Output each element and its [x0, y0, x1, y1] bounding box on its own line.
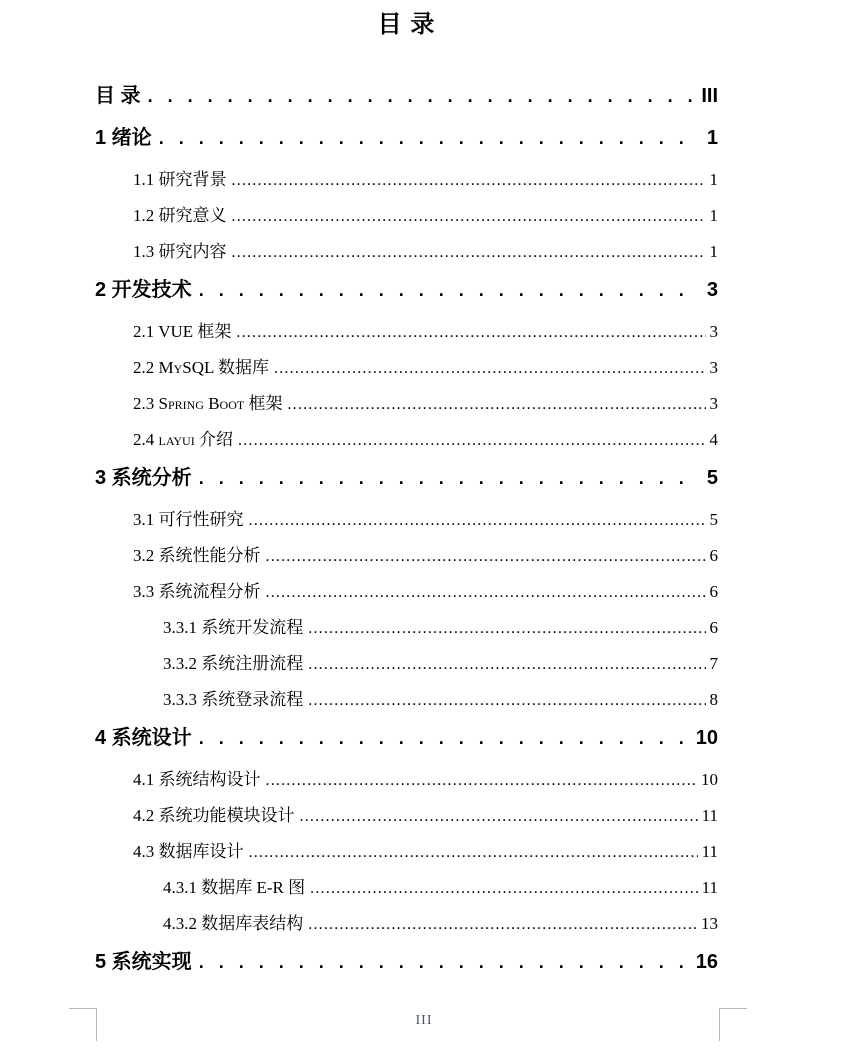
toc-entry-page[interactable]: 6	[709, 618, 718, 637]
toc-entry[interactable]	[95, 198, 718, 234]
toc-entry-page[interactable]: 1	[709, 242, 718, 261]
toc-entry[interactable]	[95, 422, 718, 458]
dot-leader	[159, 120, 698, 156]
toc-entry[interactable]	[95, 234, 718, 270]
toc-entry-label[interactable]: 4.3.1 数据库 E-R 图	[163, 878, 306, 897]
dot-leader	[266, 538, 706, 575]
toc-entry[interactable]	[95, 350, 718, 386]
dot-leader	[238, 422, 706, 459]
footer-page-number: III	[415, 1013, 433, 1028]
dot-leader	[308, 682, 705, 719]
toc-entry-label[interactable]: 4 系统设计	[95, 727, 192, 749]
toc-entry[interactable]	[95, 574, 718, 610]
toc-entry-label[interactable]: 4.3.2 数据库表结构	[163, 914, 304, 933]
toc-entry-label[interactable]: 1.3 研究内容	[133, 242, 227, 261]
toc-entry[interactable]	[95, 502, 718, 538]
toc-entry-label[interactable]: 1.1 研究背景	[133, 170, 227, 189]
toc-entry-page[interactable]: 1	[709, 170, 718, 189]
toc-entry-label[interactable]: 1 绪论	[95, 127, 152, 149]
toc-entry-page[interactable]: 8	[709, 690, 718, 709]
margin-corner-mark-left	[69, 1008, 97, 1041]
toc-entry-page[interactable]: 11	[701, 806, 718, 825]
toc-entry-label[interactable]: 2.4 layui 介绍	[133, 430, 233, 449]
toc-entry-page[interactable]: 13	[701, 914, 718, 933]
dot-leader	[199, 720, 687, 756]
toc-entry-label[interactable]: 3.3.1 系统开发流程	[163, 618, 304, 637]
toc-entry-page[interactable]: 6	[709, 546, 718, 565]
toc-entry-label[interactable]: 4.3 数据库设计	[133, 842, 244, 861]
toc-entry-label[interactable]: 目 录	[95, 85, 141, 107]
toc-entry[interactable]	[95, 460, 718, 496]
dot-leader	[300, 798, 698, 835]
dot-leader	[308, 610, 705, 647]
toc-entry-label[interactable]: 4.1 系统结构设计	[133, 770, 261, 789]
dot-leader	[310, 870, 697, 907]
page-title: 目 录	[377, 11, 436, 38]
dot-leader	[232, 198, 706, 235]
toc-entry-page[interactable]: 11	[701, 878, 718, 897]
toc-entry-page[interactable]: 5	[706, 467, 718, 489]
toc-entry-label[interactable]: 3 系统分析	[95, 467, 192, 489]
toc-entry[interactable]	[95, 834, 718, 870]
toc-entry[interactable]	[95, 906, 718, 942]
toc-entry-page[interactable]: 16	[695, 951, 718, 973]
toc-entry-page[interactable]: 4	[709, 430, 718, 449]
dot-leader	[199, 272, 698, 308]
toc-entry-label[interactable]: 2.3 Spring Boot 框架	[133, 394, 283, 413]
toc-entry-page[interactable]: 7	[709, 654, 718, 673]
toc-entry-page[interactable]: 11	[701, 842, 718, 861]
dot-leader	[266, 574, 706, 611]
toc-entry[interactable]	[95, 386, 718, 422]
dot-leader	[148, 78, 693, 114]
toc-entry[interactable]	[95, 682, 718, 718]
toc-entry[interactable]	[95, 120, 718, 156]
toc-entry-label[interactable]: 3.3 系统流程分析	[133, 582, 261, 601]
margin-corner-mark-right	[719, 1008, 747, 1041]
toc-entry-label[interactable]: 2.1 VUE 框架	[133, 322, 232, 341]
toc-entry-page[interactable]: 10	[701, 770, 718, 789]
toc-entry-label[interactable]: 3.1 可行性研究	[133, 510, 244, 529]
dot-leader	[199, 460, 698, 496]
toc-list	[95, 76, 718, 986]
dot-leader	[274, 350, 705, 387]
toc-entry-label[interactable]: 2 开发技术	[95, 279, 192, 301]
toc-entry-page[interactable]: 1	[709, 206, 718, 225]
toc-entry-label[interactable]: 3.3.2 系统注册流程	[163, 654, 304, 673]
toc-entry[interactable]	[95, 78, 718, 114]
toc-entry-label[interactable]: 3.3.3 系统登录流程	[163, 690, 304, 709]
dot-leader	[232, 162, 706, 199]
toc-entry-label[interactable]: 5 系统实现	[95, 951, 192, 973]
toc-entry[interactable]	[95, 870, 718, 906]
dot-leader	[236, 314, 705, 351]
dot-leader	[266, 762, 698, 799]
toc-entry-label[interactable]: 2.2 MySQL 数据库	[133, 358, 270, 377]
toc-entry-page[interactable]: 3	[709, 394, 718, 413]
toc-entry-label[interactable]: 4.2 系统功能模块设计	[133, 806, 295, 825]
toc-entry-page[interactable]: III	[701, 85, 718, 107]
toc-entry[interactable]	[95, 610, 718, 646]
dot-leader	[232, 234, 706, 271]
toc-entry-label[interactable]: 3.2 系统性能分析	[133, 546, 261, 565]
toc-entry[interactable]	[95, 944, 718, 980]
toc-entry-page[interactable]: 3	[709, 322, 718, 341]
toc-entry-page[interactable]: 6	[709, 582, 718, 601]
toc-entry[interactable]	[95, 272, 718, 308]
toc-entry-label[interactable]: 1.2 研究意义	[133, 206, 227, 225]
dot-leader	[249, 834, 698, 871]
toc-entry[interactable]	[95, 162, 718, 198]
toc-entry[interactable]	[95, 646, 718, 682]
toc-entry[interactable]	[95, 314, 718, 350]
toc-entry[interactable]	[95, 538, 718, 574]
dot-leader	[199, 944, 687, 980]
dot-leader	[308, 646, 705, 683]
toc-entry[interactable]	[95, 798, 718, 834]
dot-leader	[287, 386, 705, 423]
toc-entry-page[interactable]: 5	[709, 510, 718, 529]
toc-entry-page[interactable]: 3	[709, 358, 718, 377]
toc-entry-page[interactable]: 10	[695, 727, 718, 749]
dot-leader	[308, 906, 697, 943]
toc-entry-page[interactable]: 3	[706, 279, 718, 301]
dot-leader	[249, 502, 706, 539]
toc-entry-page[interactable]: 1	[706, 127, 718, 149]
toc-entry[interactable]	[95, 762, 718, 798]
toc-entry[interactable]	[95, 720, 718, 756]
